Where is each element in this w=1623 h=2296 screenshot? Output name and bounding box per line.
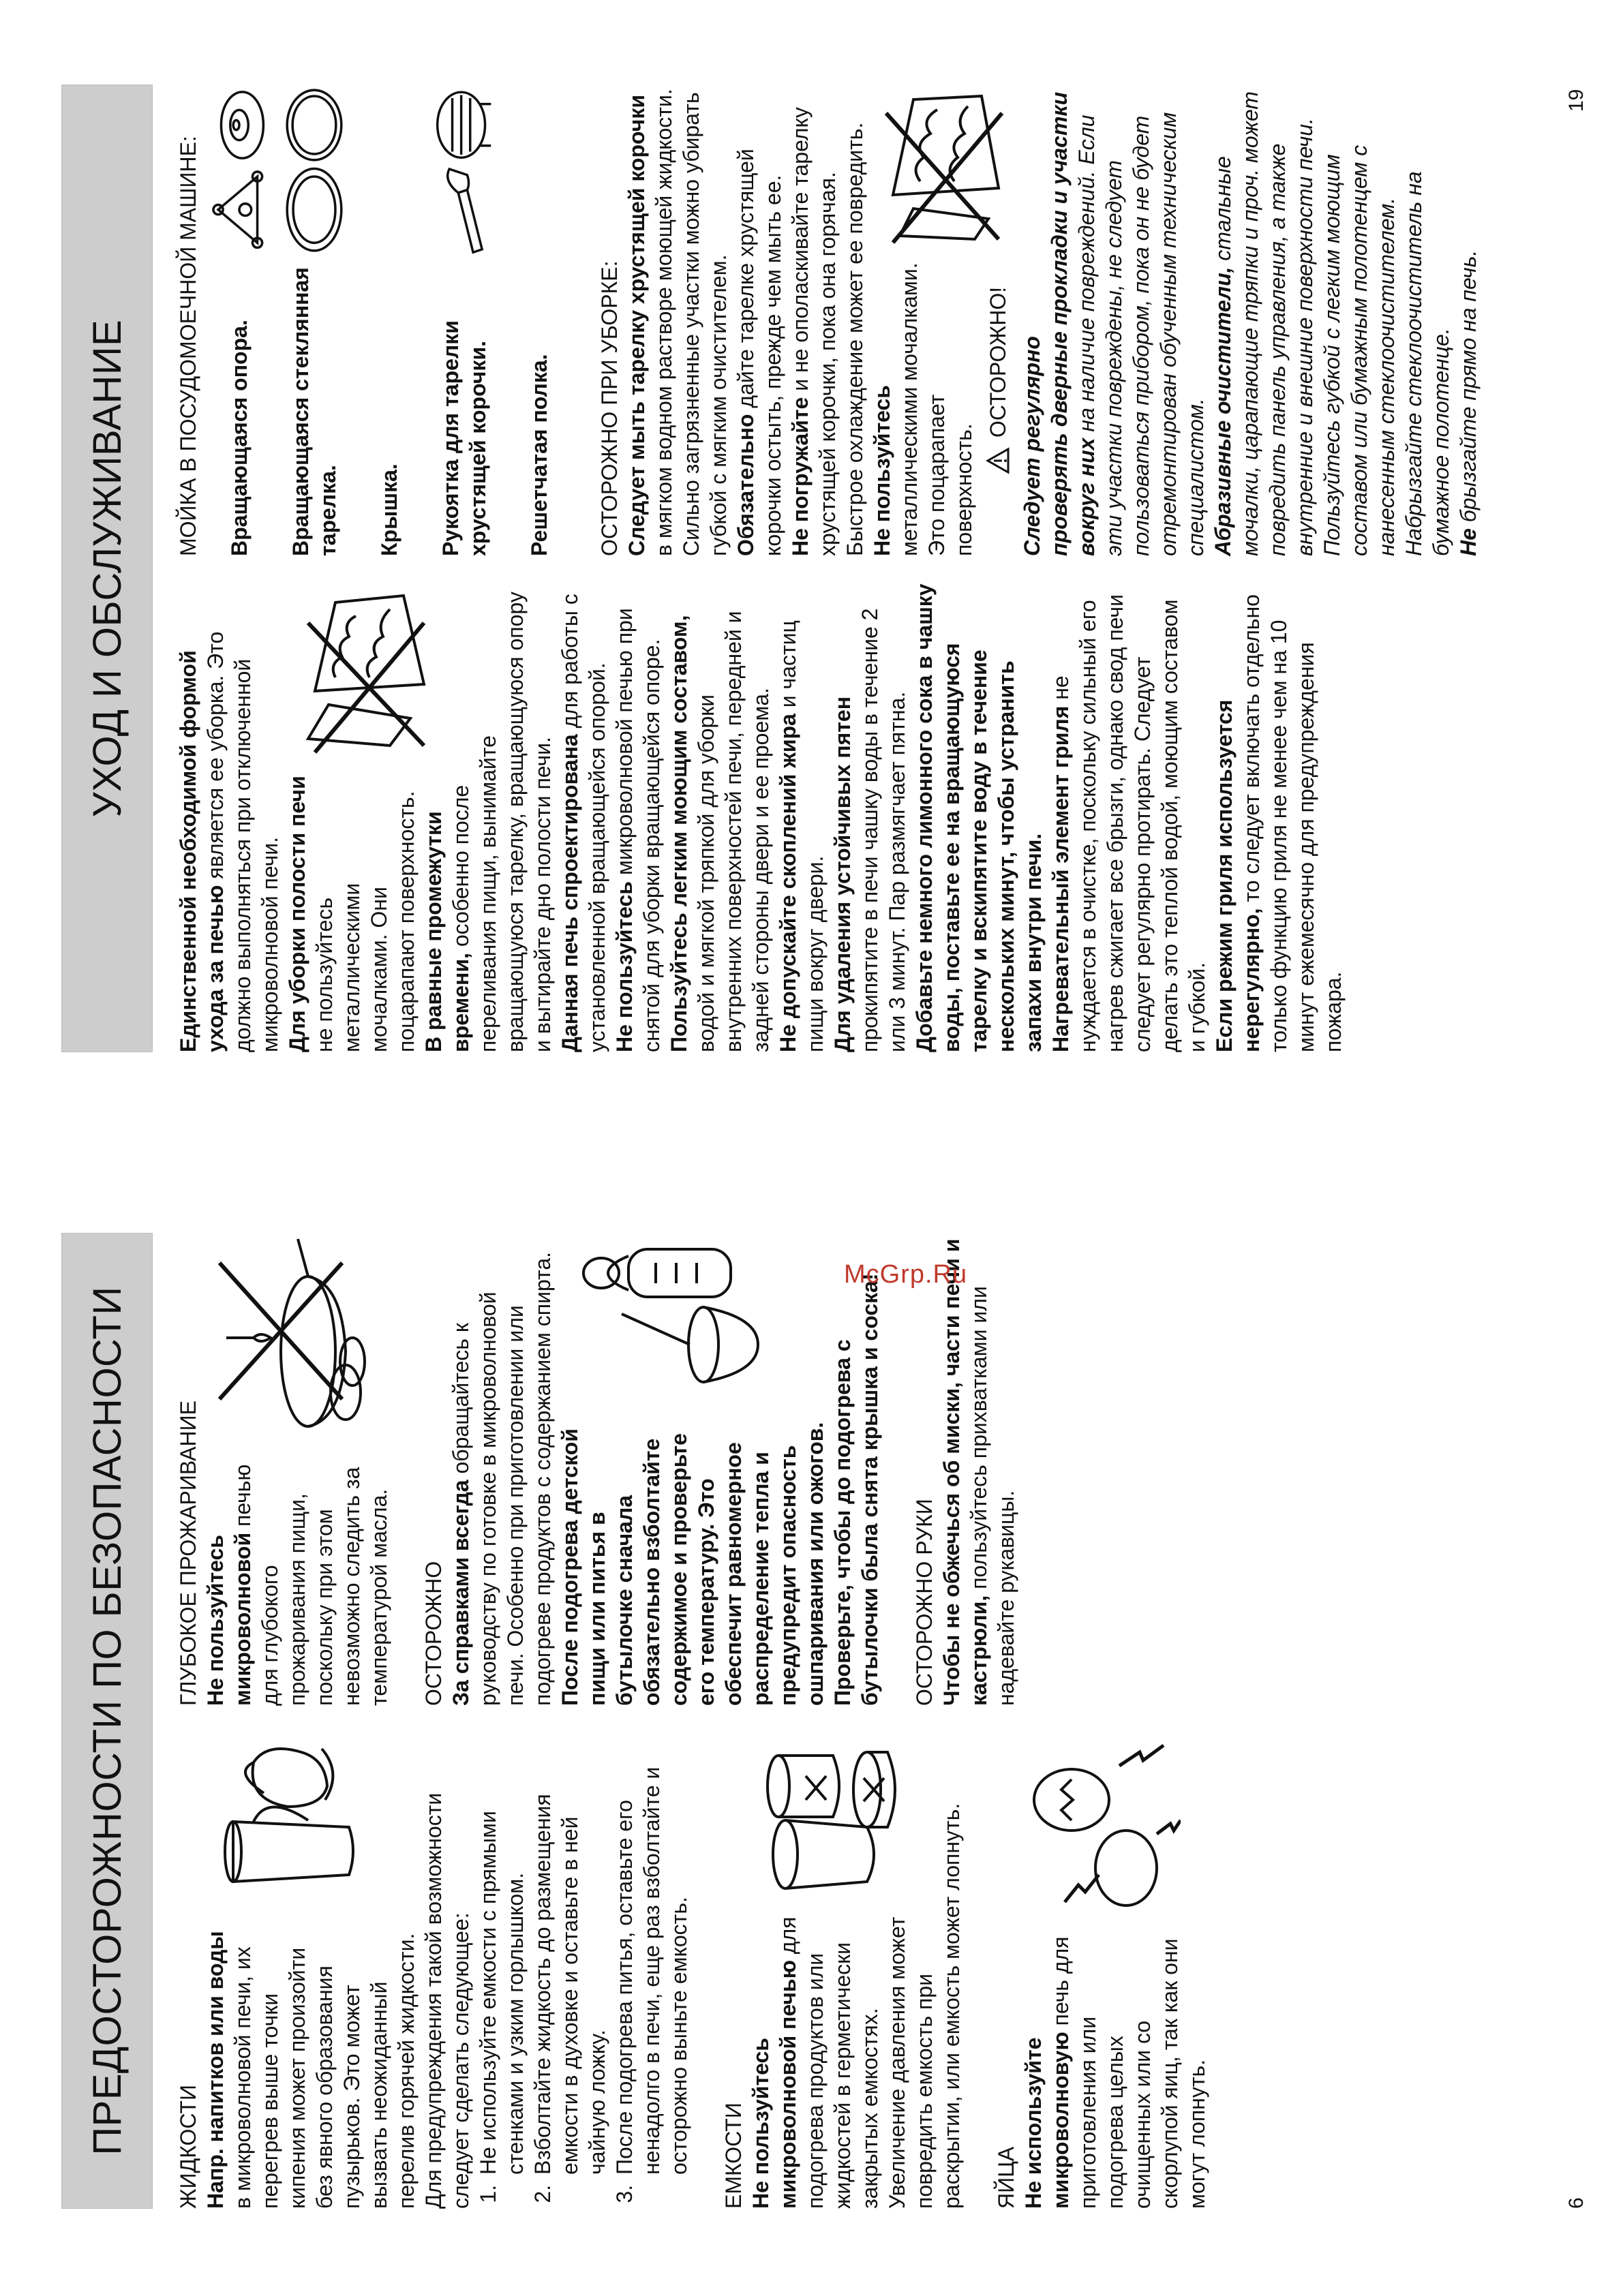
care-p5-bold: Не пользуйтесь <box>612 881 637 1052</box>
sealed-jar-icon <box>751 1739 908 1902</box>
careful-p3-text: и не ополаскивайте тарелку хрустящей корочки, пока она горячая. Быстрое охлаждение может ее повредить. <box>788 107 867 556</box>
warning-1-bold: Следует регулярно проверять дверные прокладки и участки вокруг них <box>1020 91 1099 556</box>
careful-p4-bold: Не пользуйтесь <box>870 385 894 556</box>
part-label: Решетчатая полка. <box>527 354 551 556</box>
care-column-1 <box>175 582 1347 1052</box>
care-p8-bold: Для удаления устойчивых пятен <box>830 696 855 1052</box>
safety-title-banner <box>61 1233 153 2209</box>
containers-text-1: для подогрева продуктов или жидкостей в герметически закрытых емкостях. <box>776 1916 882 2209</box>
metal-scourer-illustration <box>288 582 444 759</box>
part-glass-turntable <box>277 86 352 556</box>
safety-title: ПРЕДОСТОРОЖНОСТИ ПО БЕЗОПАСНОСТИ <box>85 1286 130 2156</box>
warning-1-text: на наличие повреждений. Если эти участки повреждены, не следует пользоваться прибором, пока он не будет отремонтирован обученным техническим специалистом. <box>1074 112 1208 556</box>
safety-column-1 <box>175 1739 1211 2209</box>
eggs-bold: Не используйте микроволновую <box>1021 2032 1073 2209</box>
part-label: Рукоятка для тарелки хрустящей корочки. <box>438 320 490 556</box>
care-p2-text: не пользуйтесь металлическими мочалками. Они поцарапают поверхность. <box>312 791 419 1052</box>
part-label: Крышка. <box>377 463 401 556</box>
care-p4-bold: Данная печь спроектирована <box>558 734 582 1052</box>
careful-p3-bold: Не погружайте <box>788 397 813 556</box>
safety-page <box>0 1148 1623 2296</box>
exploding-eggs-illustration <box>1024 1739 1187 1916</box>
care-title-banner <box>61 85 153 1052</box>
lid-icon <box>205 86 273 164</box>
liquids-step: 3. После подогрева питья, оставьте его ненадолго в печи, еще раз взболтайте и осторожно выньте емкость. <box>611 1739 693 2179</box>
care-p9-bold: Добавьте немного лимонного сока в чашку воды, поставьте ее на вращающуюся тарелку и вскипятите воду в течение нескольких минут, чтобы устранить запахи внутри печи. <box>912 583 1046 1052</box>
glass-turntable-icon <box>277 164 352 255</box>
scourer-pad-illustration <box>873 86 1015 249</box>
eggs-text: печь для приготовления или подогрева целых очищенных или со скорлупой яиц, так как они могут лопнуть. <box>1048 1936 1209 2209</box>
deep-fry-bold: Не пользуйтесь микроволновой <box>203 1532 255 1706</box>
egg-icon <box>1024 1739 1181 1916</box>
liquids-text-1: в микроволновой печи, их перегрев выше точки кипения может произойти без явного образования пузырьков. Это может вызвать неожиданный перелив горячей жидкости. <box>230 1933 419 2209</box>
careful-p4-text: металлическими мочалками. Это поцарапает поверхность. <box>897 262 976 556</box>
warning-heading-row <box>984 262 1012 474</box>
containers-heading: ЕМКОСТИ <box>721 2102 746 2209</box>
care-p7-bold: Не допускайте скоплений жира <box>776 714 800 1052</box>
care-p7-text: и частиц пищи вокруг двери. <box>776 620 828 1052</box>
care-p6-text: водой и мягкой тряпкой для уборки внутренних поверхностей печи, передней и задней стороны двери и ее проема. <box>694 611 773 1052</box>
safety-column-2 <box>175 1236 1020 1706</box>
dishwasher-heading: МОЙКА В ПОСУДОМОЕЧНОЙ МАШИНЕ: <box>176 136 200 556</box>
eggs-heading: ЯЙЦА <box>994 2146 1018 2209</box>
care-title: УХОД И ОБСЛУЖИВАНИЕ <box>85 319 130 818</box>
liquids-heading: ЖИДКОСТИ <box>176 2085 200 2209</box>
containers-text-2: Увеличение давления может повредить емкость при раскрытии, или емкость может лопнуть. <box>885 1803 964 2209</box>
warning-heading: ОСТОРОЖНО! <box>986 286 1010 438</box>
caution-text-1: обращайтесь к руководству по готовке в микроволновой печи. Особенно при приготовлении или подогреве продуктов с содержанием спирта. <box>449 1251 555 1706</box>
care-p2-bold: Для уборки полости печи <box>285 776 309 1052</box>
jug-icon <box>206 1739 363 1902</box>
wire-rack-icon <box>427 86 502 164</box>
baby-bottle-illustration <box>560 1236 771 1386</box>
baby-bottle-icon <box>560 1236 765 1386</box>
containers-bold: Не пользуйтесь микроволновой печью <box>748 1960 800 2209</box>
care-p4-text: для работы с установленной вращающейся опорой. <box>558 594 609 1052</box>
careful-heading: ОСТОРОЖНО ПРИ УБОРКЕ: <box>597 260 622 556</box>
careful-p2-bold: Обязательно <box>733 414 758 556</box>
caution-heading: ОСТОРОЖНО <box>421 1561 446 1706</box>
caution-bold-3: Проверьте, чтобы до подогрева с бутылочки была снята крышка и соска! <box>830 1273 882 1706</box>
care-p8-text: прокипятите в печи чашку воды в течение 2 или 3 минут. Пар размягчает пятна. <box>858 608 909 1052</box>
hands-text: пользуйтесь прихватками или надевайте рукавицы. <box>967 1286 1018 1706</box>
careful-p1-text: в мягком водном растворе моющей жидкости. Сильно загрязненные участки можно убирать губкой с мягким очистителем. <box>652 89 731 556</box>
jug-and-cup-illustration <box>206 1739 369 1902</box>
warning-triangle-icon <box>986 447 1010 474</box>
liquids-text-2: Для предупреждения такой возможности следует сделать следующее: <box>421 1792 473 2209</box>
frying-pan-icon <box>206 1236 369 1440</box>
care-p5-text: микроволновой печью при снятой для уборки вращающейся опоре. <box>612 608 664 1052</box>
liquids-steps <box>474 1739 693 2209</box>
part-lid <box>352 86 427 556</box>
care-p3-text: особенно после переливания пищи, вынимайте вращающуюся тарелку, вращающуюся опору и вытирайте дно полости печи. <box>449 592 555 1052</box>
caution-bold-1: За справками всегда <box>449 1480 473 1706</box>
scourer-pad-icon <box>288 582 438 759</box>
turntable-support-icon <box>205 164 273 255</box>
hands-bold: Чтобы не обжечься об миски, части печи и кастрюли, <box>939 1238 991 1706</box>
care-p1-text: является ее уборка. Это должно выполняться при отключенной микроволновой печи. <box>203 631 282 1052</box>
warning-3-text: брызгайте прямо на печь. <box>1456 249 1481 529</box>
careful-p2-text: дайте тарелке хрустящей корочки остыть, прежде чем мыть ее. <box>733 149 785 556</box>
hands-heading: ОСТОРОЖНО РУКИ <box>912 1499 937 1706</box>
part-turntable-support <box>202 86 277 556</box>
care-p3-bold: В равные промежутки времени, <box>421 811 473 1052</box>
warning-2-bold: Абразивные очистители, <box>1211 266 1235 556</box>
care-column-2 <box>175 86 1482 556</box>
care-p11-text: то следует включать отдельно только функцию гриля не менее чем на 10 минут ежемесячно для предупреждения пожара. <box>1239 594 1346 1052</box>
crisp-plate-icon <box>277 86 352 164</box>
liquids-bold: Напр. напитков или воды <box>203 1931 228 2209</box>
care-p10-text: не нуждается в очистке, поскольку сильный его нагрев сжигает все брызги, однако свод печи следует регулярно протирать. Следует делать это теплой водой, моющим составом и губкой. <box>1048 594 1209 1052</box>
caution-bold-2: После подогрева детской пищи или питья в бутылочке сначала обязательно взболтайте содержимое и проверьте его температуру. Это обеспечит равномерное распределение тепла и предупредит опасность ошпаривания или ожогов. <box>558 1422 828 1706</box>
part-wire-rack <box>502 86 577 556</box>
deep-fry-text: печью для глубокого прожаривания пищи, поскольку при этом невозможно следить за температурой масла. <box>230 1464 391 1706</box>
liquids-step: 1. Не используйте емкости с прямыми стенками и узким горлышком. <box>474 1739 529 2179</box>
care-p10-bold: Нагревательный элемент гриля <box>1048 705 1073 1052</box>
warning-2-text: стальные мочалки, царапающие тряпки и проч. может повредить панель управления, а также внутренние и внешние поверхности печи. Пользуйтесь губкой с легким моющим составом или бумажным полотенцем с нанесенным стеклоочистителем. Набрызгайте стеклоочиститель на бумажное полотенце. <box>1211 91 1453 556</box>
part-label: Вращающаяся стеклянная тарелка. <box>288 267 340 556</box>
metal-scourer-icon <box>873 86 1009 249</box>
page-number-right: 19 <box>1565 89 1588 112</box>
part-label: Вращающаяся опора. <box>227 320 252 556</box>
care-p6-bold: Пользуйтесь легким моющим составом, <box>667 615 691 1052</box>
plate-handle-icon <box>427 164 502 259</box>
sealed-containers-illustration <box>751 1739 914 1902</box>
deep-fry-heading: ГЛУБОКОЕ ПРОЖАРИВАНИЕ <box>176 1400 200 1706</box>
watermark: McGrp.Ru <box>844 1260 968 1289</box>
warning-3-bold: Не <box>1456 528 1481 556</box>
careful-p1-bold: Следует мыть тарелку хрустящей корочки <box>624 94 649 556</box>
part-crisp-plate-handle <box>427 86 502 556</box>
care-p1-bold: Единственной необходимой формой ухода за печью <box>176 650 228 1052</box>
frying-pan-illustration <box>206 1236 376 1440</box>
liquids-step: 2. Взболтайте жидкость до размещения емкости в духовке и оставьте в ней чайную ложку. <box>529 1739 611 2179</box>
page-number-left: 6 <box>1565 2197 1588 2209</box>
care-p11-bold: Если режим гриля используется нерегулярно, <box>1212 699 1264 1052</box>
